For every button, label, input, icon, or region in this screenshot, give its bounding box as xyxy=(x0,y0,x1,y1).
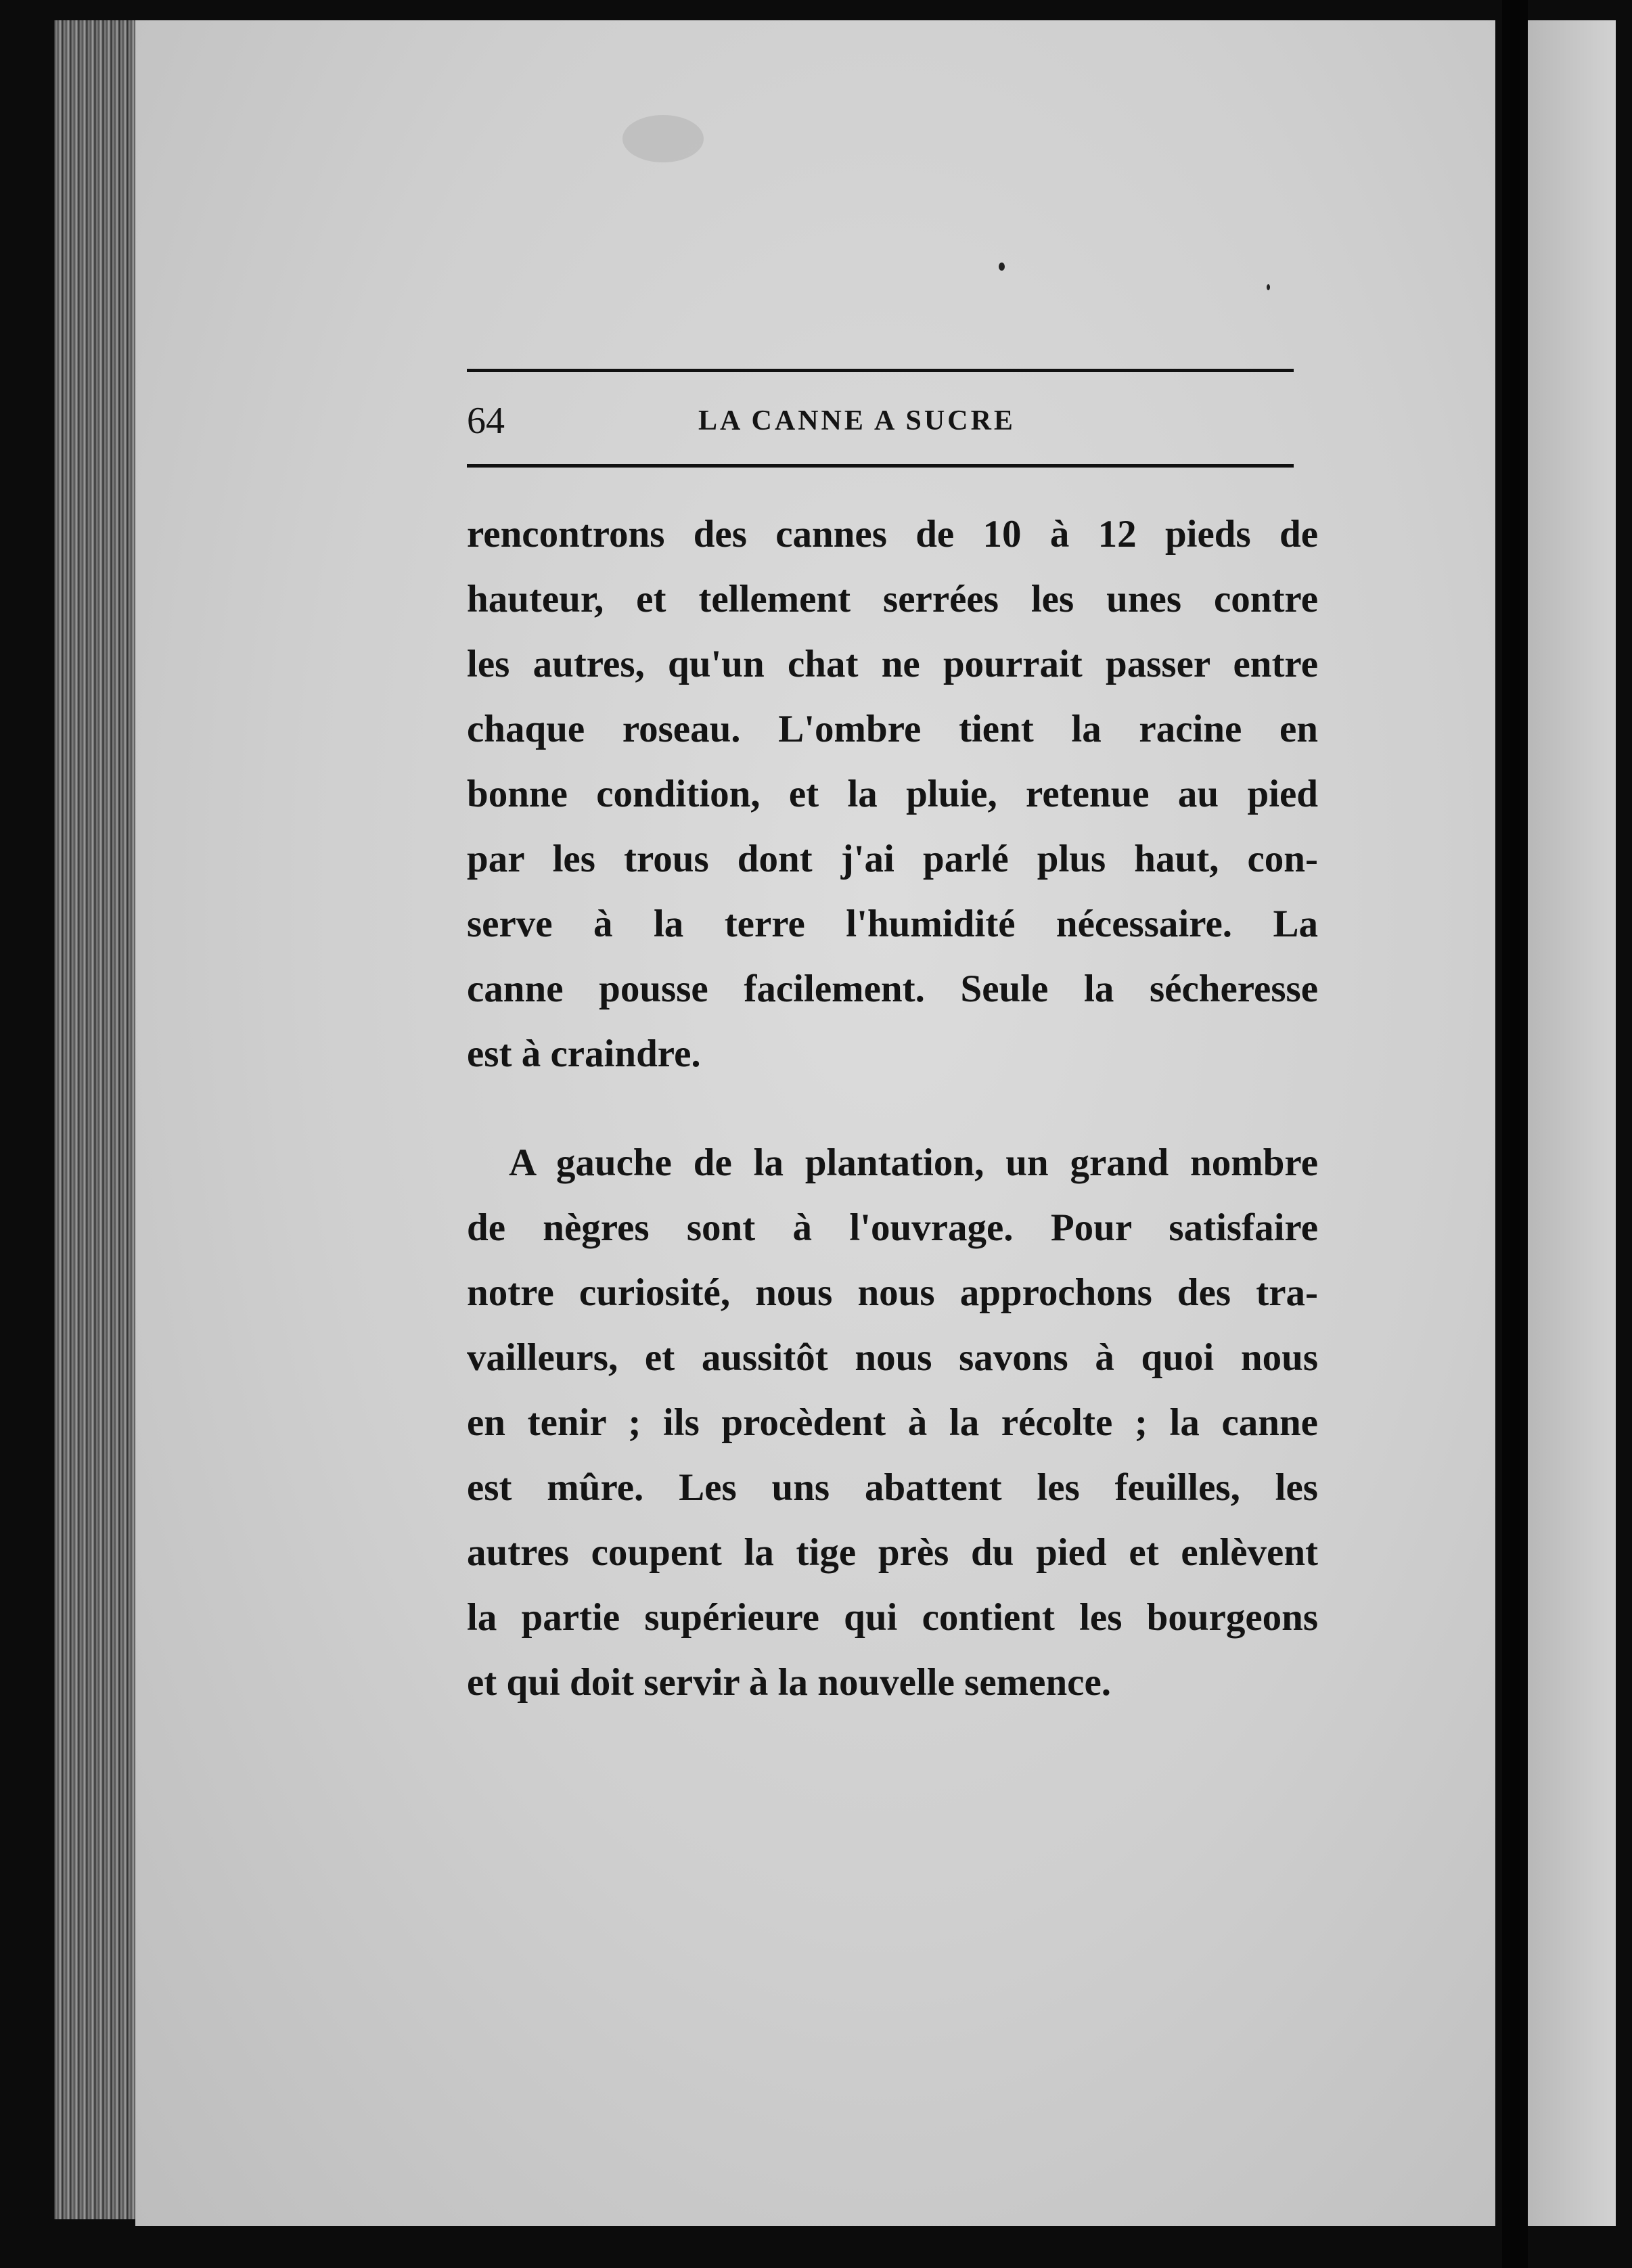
text-line: les autres, qu'un chat ne pourrait passer entre xyxy=(467,643,1318,685)
text-line: en tenir ; ils procèdent à la récolte ; la canne xyxy=(467,1401,1318,1444)
text-line: est mûre. Les uns abattent les feuilles, les xyxy=(467,1466,1318,1509)
text-line: A gauche de la plantation, un grand nombre xyxy=(509,1141,1318,1184)
body-text xyxy=(467,502,1318,1715)
header-rule-top xyxy=(467,369,1294,372)
facing-page-edge xyxy=(1528,20,1616,2226)
running-title: LA CANNE A SUCRE xyxy=(698,405,1016,436)
text-line: canne pousse facilement. Seule la sécheresse xyxy=(467,968,1318,1010)
paper-stain xyxy=(622,115,704,162)
paragraph-2 xyxy=(467,1131,1318,1715)
paragraph-gap xyxy=(467,1087,1318,1131)
paper-speck xyxy=(999,263,1005,271)
text-line: est à craindre. xyxy=(467,1033,701,1075)
text-line: autres coupent la tige près du pied et enlèvent xyxy=(467,1531,1318,1574)
text-line: de nègres sont à l'ouvrage. Pour satisfaire xyxy=(467,1206,1318,1249)
text-line: vailleurs, et aussitôt nous savons à quoi nous xyxy=(467,1336,1318,1379)
header-rule-bottom xyxy=(467,464,1294,468)
book-gutter xyxy=(1502,0,1528,2268)
text-line: par les trous dont j'ai parlé plus haut, con- xyxy=(467,838,1318,880)
text-line: bonne condition, et la pluie, retenue au pied xyxy=(467,773,1318,815)
text-line: serve à la terre l'humidité nécessaire. La xyxy=(467,903,1318,945)
text-line: chaque roseau. L'ombre tient la racine en xyxy=(467,708,1318,750)
text-line: la partie supérieure qui contient les bourgeons xyxy=(467,1596,1318,1639)
paper-speck xyxy=(1267,284,1270,290)
paragraph-1 xyxy=(467,502,1318,1087)
text-line: notre curiosité, nous nous approchons des tra- xyxy=(467,1271,1318,1314)
page-number: 64 xyxy=(467,400,505,442)
text-line: hauteur, et tellement serrées les unes contre xyxy=(467,578,1318,620)
text-line: et qui doit servir à la nouvelle semence. xyxy=(467,1661,1111,1704)
text-line: rencontrons des cannes de 10 à 12 pieds de xyxy=(467,513,1318,555)
running-head xyxy=(467,394,1294,448)
